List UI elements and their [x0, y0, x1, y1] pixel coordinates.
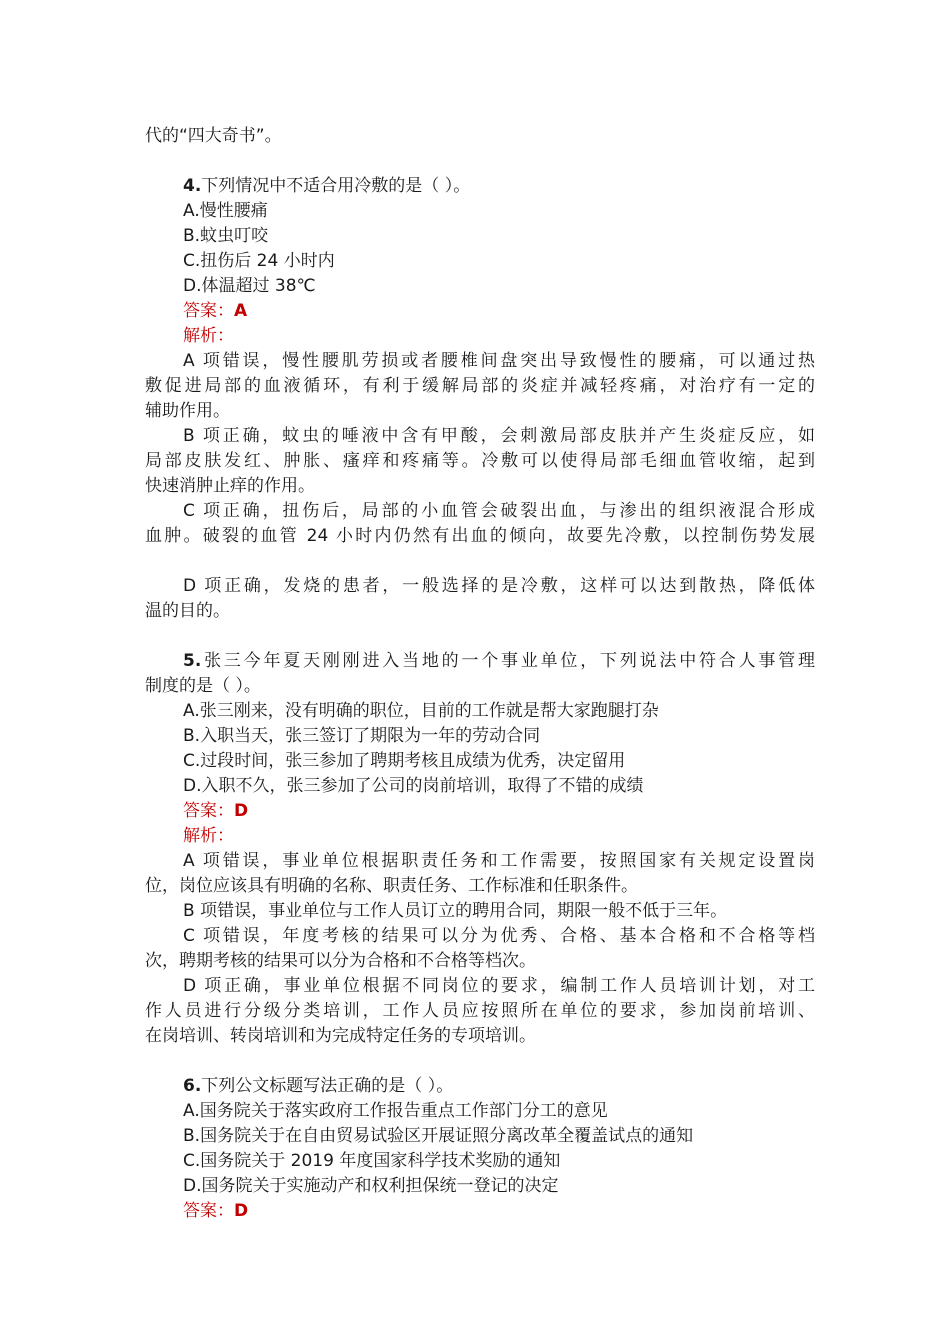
q5-analysis-line: 作人员进行分级分类培训，工作人员应按照所在单位的要求，参加岗前培训、	[145, 1001, 815, 1021]
q5-option-a: A.张三刚来，没有明确的职位，目前的工作就是帮大家跑腿打杂	[183, 701, 659, 721]
q5-stem-cont: 制度的是（ ）。	[145, 676, 261, 696]
q4-analysis-line: 快速消肿止痒的作用。	[145, 476, 315, 496]
q4-analysis-line: 辅助作用。	[145, 401, 230, 421]
q4-analysis-line: D 项正确，发烧的患者，一般选择的是冷敷，这样可以达到散热，降低体	[183, 576, 815, 596]
q5-option-d: D.入职不久，张三参加了公司的岗前培训，取得了不错的成绩	[183, 776, 644, 796]
q5-answer-value: D	[234, 801, 249, 821]
q5-analysis-line: A 项错误，事业单位根据职责任务和工作需要，按照国家有关规定设置岗	[183, 851, 815, 871]
q4-analysis-line: 局部皮肤发红、肿胀、瘙痒和疼痛等。冷敷可以使得局部毛细血管收缩，起到	[145, 451, 815, 471]
q5-stem-text: 张三今年夏天刚刚进入当地的一个事业单位，下列说法中符合人事管理	[201, 651, 815, 671]
q5-answer-label: 答案：	[183, 801, 234, 821]
q6-answer-label: 答案：	[183, 1201, 234, 1221]
q4-option-a: A.慢性腰痛	[183, 201, 268, 221]
q5-analysis-line: C 项错误，年度考核的结果可以分为优秀、合格、基本合格和不合格等档	[183, 926, 815, 946]
q4-number: 4.	[183, 176, 202, 196]
q4-analysis-line: 敷促进局部的血液循环，有利于缓解局部的炎症并减轻疼痛，对治疗有一定的	[145, 376, 815, 396]
q6-option-a: A.国务院关于落实政府工作报告重点工作部门分工的意见	[183, 1101, 608, 1121]
q4-answer-label: 答案：	[183, 301, 234, 321]
q5-number: 5.	[183, 651, 202, 671]
q4-analysis-label: 解析：	[183, 326, 234, 346]
q6-option-d: D.国务院关于实施动产和权利担保统一登记的决定	[183, 1176, 559, 1196]
q6-stem-text: 下列公文标题写法正确的是（ ）。	[201, 1076, 454, 1096]
q6-number: 6.	[183, 1076, 202, 1096]
q5-analysis-label: 解析：	[183, 826, 234, 846]
q4-analysis-line: 温的目的。	[145, 601, 230, 621]
q5-analysis-line: 位，岗位应该具有明确的名称、职责任务、工作标准和任职条件。	[145, 876, 638, 896]
q5-analysis-line: B 项错误，事业单位与工作人员订立的聘用合同，期限一般不低于三年。	[183, 901, 728, 921]
q4-analysis-line: 血肿。破裂的血管 24 小时内仍然有出血的倾向，故要先冷敷，以控制伤势发展	[145, 526, 815, 546]
q6-answer	[183, 1199, 815, 1224]
q6-answer-value: D	[234, 1201, 249, 1221]
q5-option-c: C.过段时间，张三参加了聘期考核且成绩为优秀，决定留用	[183, 751, 626, 771]
q4-answer-value: A	[234, 301, 248, 321]
q4-analysis-line: A 项错误，慢性腰肌劳损或者腰椎间盘突出导致慢性的腰痛，可以通过热	[183, 351, 815, 371]
q4-option-b: B.蚊虫叮咬	[183, 226, 269, 246]
q5-analysis-line: D 项正确，事业单位根据不同岗位的要求，编制工作人员培训计划，对工	[183, 976, 815, 996]
q6-option-c: C.国务院关于 2019 年度国家科学技术奖励的通知	[183, 1151, 561, 1171]
q4-option-c: C.扭伤后 24 小时内	[183, 251, 335, 271]
q4-analysis-line: B 项正确，蚊虫的唾液中含有甲酸，会刺激局部皮肤并产生炎症反应，如	[183, 426, 815, 446]
q4-analysis-line: C 项正确，扭伤后，局部的小血管会破裂出血，与渗出的组织液混合形成	[183, 501, 815, 521]
q5-analysis-line: 在岗培训、转岗培训和为完成特定任务的专项培训。	[145, 1026, 536, 1046]
q5-stem	[183, 649, 815, 674]
q5-option-b: B.入职当天，张三签订了期限为一年的劳动合同	[183, 726, 541, 746]
intro-tail: 代的“四大奇书”。	[145, 126, 282, 146]
q4-answer	[183, 299, 815, 324]
q4-stem	[183, 174, 815, 199]
q6-stem	[183, 1074, 815, 1099]
q6-option-b: B.国务院关于在自由贸易试验区开展证照分离改革全覆盖试点的通知	[183, 1126, 694, 1146]
q5-analysis-line: 次，聘期考核的结果可以分为合格和不合格等档次。	[145, 951, 536, 971]
q5-answer	[183, 799, 815, 824]
q4-option-d: D.体温超过 38℃	[183, 276, 316, 296]
q4-stem-text: 下列情况中不适合用冷敷的是（ ）。	[201, 176, 471, 196]
